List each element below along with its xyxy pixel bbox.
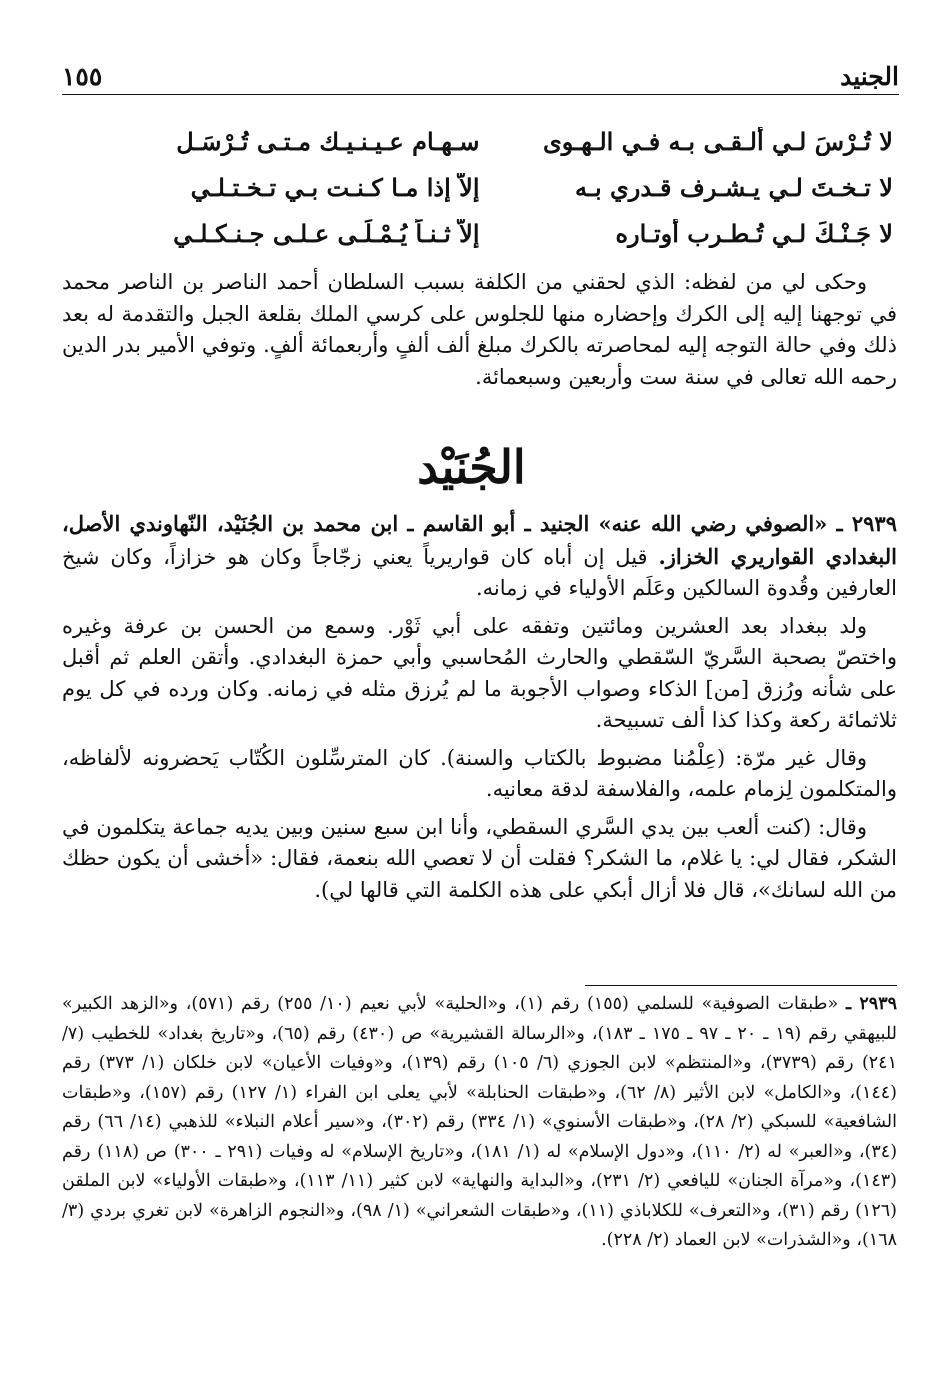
footnote-number: ٢٩٣٩ ـ <box>845 994 897 1014</box>
page-number: ١٥٥ <box>62 61 103 91</box>
running-title: الجنيد <box>840 61 899 91</box>
verse-line <box>100 164 893 210</box>
entry-intro: قيل إن أباه كان قواريرياً يعني زجّاجاً وكان هو خزازاً، وكان شيخ العارفين وقُدوة السالكين وعَلَم الأولياء في زمانه. <box>62 544 897 600</box>
verse-first-hemistich: لا تـخـتَ لـي يـشـرف قـدري بـه <box>575 172 893 202</box>
verse-second-hemistich: سـهـام عـيـنـيـك مـتـى تُـرْسَـل <box>176 126 480 156</box>
section-title: الجُنَيْد <box>417 440 526 494</box>
paragraph: ولد ببغداد بعد العشرين ومائتين وتفقه على أبي ثَوْر. وسمع من الحسن بن عرفة وغيره واختصّ بصحبة السَّريّ السّقطي والحارث المُحاسبي وأبي حمزة البغدادي. وأتقن العلم ثم أقبل على شأنه ورُزق [من] الذكاء وصواب الأجوبة ما لم يُرزق مثله في زمانه. وكان ورده في كل يوم ثلاثمائة ركعة وكذا كذا ألف تسبيحة. <box>62 613 897 732</box>
page-header <box>62 58 899 95</box>
entry-paragraph <box>62 508 897 605</box>
footnotes <box>62 990 897 1256</box>
verse-line <box>100 118 893 164</box>
verse-first-hemistich: لا تُـرْسَ لـي ألـقـى بـه فـي الـهـوى <box>543 126 893 156</box>
entry-heading: ٢٩٣٩ ـ «الصوفي رضي الله عنه» الجنيد ـ أبو القاسم ـ ابن محمد بن الجُنَيْد، النّهاوندي الأصل، البغدادي القواريري الخزاز. <box>62 511 897 569</box>
biography-text <box>62 508 897 912</box>
paragraph: وحكى لي من لفظه: الذي لحقني من الكلفة بسبب السلطان أحمد الناصر بن الناصر محمد في توجهنا إليه إلى الكرك وإحضاره منها للجلوس على كرسي الملك بقلعة الجبل والتقدمة له بعد ذلك وفي حالة التوجه إليه لمحاصرته بالكرك مبلغ ألف ألفٍ وأربعمائة ألفٍ. وتوفي الأمير بدر الدين رحمه الله تعالى في سنة ست وأربعين وسبعمائة. <box>62 270 897 389</box>
paragraph: وقال: (كنت ألعب بين يدي السَّري السقطي، وأنا ابن سبع سنين وبين يديه جماعة يتكلمون في الشكر، فقال لي: يا غلام، ما الشكر؟ فقلت أن لا تعصي الله بنعمة، فقال: «أخشى أن يكون حظك من الله لسانك»، قال فلا أزال أبكي على هذه الكلمة التي قالها لي). <box>62 814 897 902</box>
poetry-block <box>100 118 893 256</box>
verse-second-hemistich: إلاّ إذا مـا كـنـت بـي تـخـتـلـي <box>190 172 480 202</box>
footnote-divider <box>585 985 897 986</box>
footnote-text: «طبقات الصوفية» للسلمي (١٥٥) رقم (١)، و«الحلية» لأبي نعيم (١٠/ ٢٥٥) رقم (٥٧١)، و«الزهد الكبير» للبيهقي رقم (١٩ ـ ٢٠ ـ ٩٧ ـ ١٧٥ ـ ١٨٣)، و«الرسالة القشيرية» ص (٤٣٠) رقم (٦٥)، و«تاريخ بغداد» للخطيب (٧/ ٢٤١) رقم (٣٧٣٩)، و«المنتظم» لابن الجوزي (٦/ ١٠٥) رقم (١٣٩)، و«وفيات الأعيان» لابن خلكان (١/ ٣٧٣) رقم (١٤٤)، و«الكامل» لابن الأثير (٨/ ٦٢)، و«طبقات الحنابلة» لأبي يعلى ابن الفراء (١/ ١٢٧) رقم (١٥٧)، و«طبقات الشافعية» للسبكي (٢/ ٢٨)، و«طبقات الأسنوي» (١/ ٣٣٤) رقم (٣٠٢)، و«سير أعلام النبلاء» للذهبي (١٤/ ٦٦) رقم (٣٤)، و«العبر» له (٢/ ١١٠)، و«دول الإسلام» له (١/ ١٨١)، و«تاريخ الإسلام» له وفيات (٢٩١ ـ ٣٠٠) ص (١١٨) رقم (١٤٣)، و«مرآة الجنان» لليافعي (٢/ ٢٣١)، و«البداية والنهاية» لابن كثير (١١/ ١١٣)، و«طبقات الأولياء» لابن الملقن (١٢٦) رقم (٣١)، و«التعرف» للكلاباذي (١١)، و«طبقات الشعراني» (١/ ٩٨)، و«النجوم الزاهرة» لابن تغري بردي (٣/ ١٦٨)، و«الشذرات» لابن العماد (٢/ ٢٢٨). <box>62 994 898 1250</box>
verse-second-hemistich: إلاّ ثـنـاً يُـمْـلَـى عـلـى جـنـكـلـي <box>173 218 480 248</box>
verse-line <box>100 210 893 256</box>
verse-first-hemistich: لا جَـنْـكَ لـي تُـطـرب أوتـاره <box>615 218 893 248</box>
paragraph: وقال غير مرّة: (عِلْمُنا مضبوط بالكتاب والسنة). كان المترسِّلون الكُتّاب يَحضرونه لألفاظه، والمتكلمون لِزمام علمه، والفلاسفة لدقة معانيه. <box>62 745 897 801</box>
previous-entry-text <box>62 267 897 399</box>
